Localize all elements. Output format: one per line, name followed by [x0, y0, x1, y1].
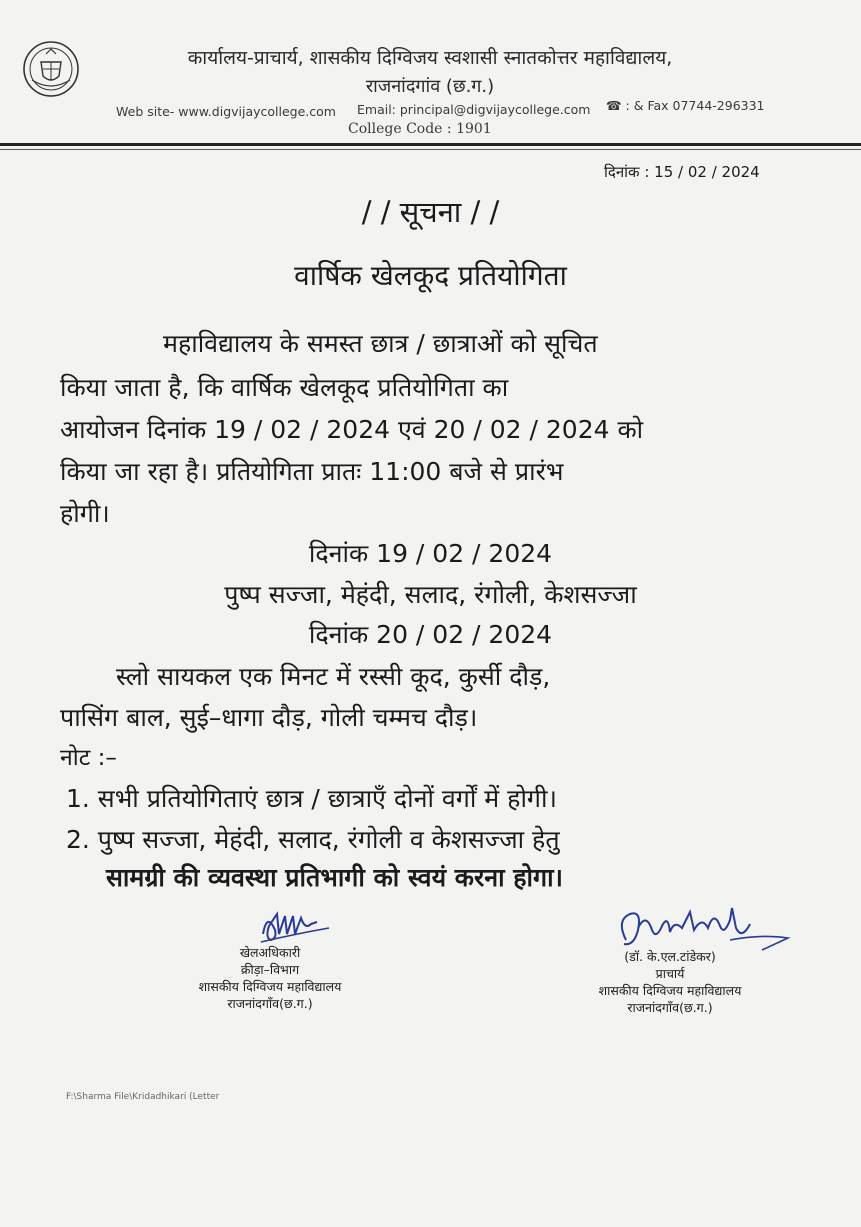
college-email: Email: principal@digvijaycollege.com	[357, 102, 591, 117]
paragraph-line: आयोजन दिनांक 19 / 02 / 2024 एवं 20 / 02 / 2024 को	[60, 415, 644, 444]
day1-events: पुष्प सज्जा, मेहंदी, सलाद, रंगोली, केशसज्जा	[224, 580, 637, 609]
note-item-1: 1. सभी प्रतियोगिताएं छात्र / छात्राएँ दोनों वर्गों में होगी।	[66, 784, 557, 813]
notice-subject: वार्षिक खेलकूद प्रतियोगिता	[294, 259, 567, 292]
principal-college: शासकीय दिग्विजय महाविद्यालय	[598, 983, 742, 998]
college-logo-icon	[22, 40, 80, 98]
header-divider	[0, 143, 861, 146]
note-item-2: 2. पुष्प सज्जा, मेहंदी, सलाद, रंगोली व केशसज्जा हेतु	[66, 825, 560, 854]
note-item-2-continued: सामग्री की व्यवस्था प्रतिभागी को स्वयं करना होगा।	[106, 863, 564, 892]
college-name: कार्यालय-प्राचार्य, शासकीय दिग्विजय स्वशासी स्नातकोत्तर महाविद्यालय,	[187, 47, 673, 69]
sports-officer-block	[150, 944, 390, 1012]
college-phone: ☎ : & Fax 07744-296331	[606, 98, 765, 113]
day1-date: दिनांक 19 / 02 / 2024	[308, 539, 553, 568]
college-city: राजनांदगांव (छ.ग.)	[365, 76, 495, 97]
sports-officer-college: शासकीय दिग्विजय महाविद्यालय	[198, 979, 342, 994]
header-divider-thin	[0, 149, 861, 150]
notice-heading: / / सूचना / /	[361, 195, 500, 229]
notice-date: दिनांक : 15 / 02 / 2024	[604, 163, 760, 181]
principal-title: प्राचार्य	[655, 966, 685, 981]
principal-block	[540, 948, 800, 1016]
paragraph-line: महाविद्यालय के समस्त छात्र / छात्राओं को सूचित	[163, 329, 598, 358]
college-website: Web site- www.digvijaycollege.com	[116, 104, 336, 119]
college-code: College Code : 1901	[348, 121, 492, 137]
day2-events-line: स्लो सायकल एक मिनट में रस्सी कूद, कुर्सी दौड़,	[116, 662, 551, 691]
sports-officer-title: खेलअधिकारी	[239, 945, 301, 960]
paragraph-line: किया जा रहा है। प्रतियोगिता प्रातः 11:00 बजे से प्रारंभ	[60, 457, 564, 486]
day2-events-line: पासिंग बाल, सुई–धागा दौड़, गोली चम्मच दौड़।	[60, 703, 478, 732]
principal-city: राजनांदगाँव(छ.ग.)	[627, 1000, 713, 1015]
file-path: F:\Sharma File\Kridadhikari (Letter	[66, 1092, 220, 1102]
note-label: नोट :–	[60, 745, 117, 771]
sports-officer-city: राजनांदगाँव(छ.ग.)	[227, 996, 313, 1011]
sports-officer-dept: क्रीड़ा–विभाग	[240, 962, 300, 977]
paragraph-line: किया जाता है, कि वार्षिक खेलकूद प्रतियोगिता का	[60, 373, 509, 402]
paragraph-line: होगी।	[60, 499, 110, 528]
principal-name: (डॉ. के.एल.टांडेकर)	[624, 949, 716, 964]
day2-date: दिनांक 20 / 02 / 2024	[308, 620, 553, 649]
